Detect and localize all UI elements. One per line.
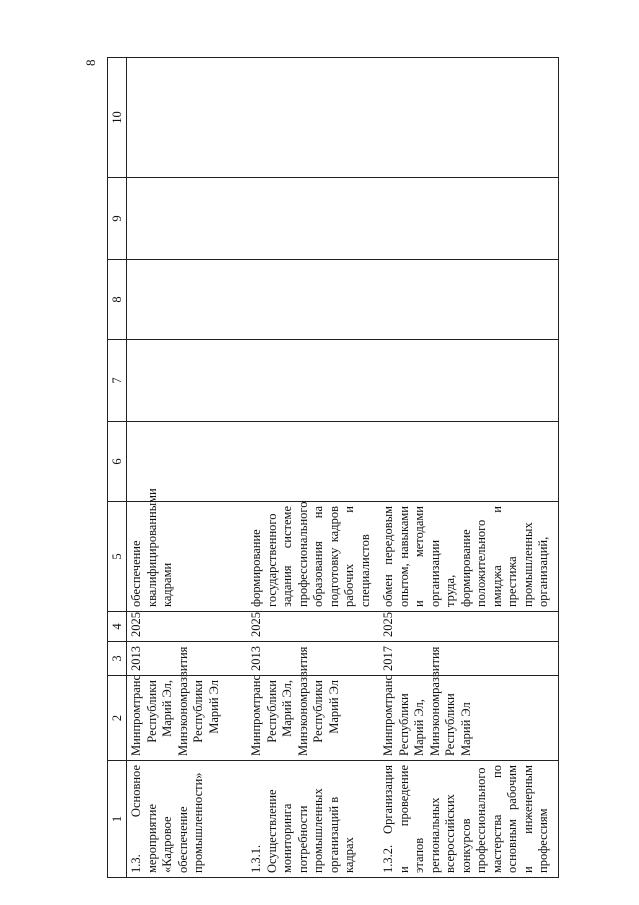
cell-col-7 — [379, 340, 558, 422]
responsible-executor: Минпромтранс Республики Марий Эл, Минэкономразвития Республики Марий Эл — [247, 676, 379, 761]
start-year: 2017 — [379, 642, 558, 676]
cell-col-6 — [247, 422, 379, 502]
end-year: 2025 — [127, 612, 248, 642]
start-year: 2013 — [247, 642, 379, 676]
page-number: 8 — [83, 59, 98, 66]
program-table-container — [107, 58, 559, 878]
activity-name: 1.3.2. Организация и проведение этапов региональных всероссийских конкурсов профессионального мастерства по основным рабочим и инженерным профессиям — [379, 761, 558, 878]
activity-name: 1.3.1. Осуществление мониторинга потребности промышленных организаций в кадрах — [247, 761, 379, 878]
header-col-5: 5 — [108, 502, 127, 612]
header-col-1: 1 — [108, 761, 127, 878]
start-year: 2013 — [127, 642, 248, 676]
end-year: 2025 — [247, 612, 379, 642]
header-col-3: 3 — [108, 642, 127, 676]
table-header — [108, 58, 127, 878]
program-activities-table — [107, 57, 559, 878]
cell-col-8 — [247, 260, 379, 340]
table-row — [127, 58, 248, 878]
header-col-10: 10 — [108, 58, 127, 178]
cell-col-9 — [247, 178, 379, 260]
header-col-8: 8 — [108, 260, 127, 340]
cell-col-7 — [247, 340, 379, 422]
table-body — [127, 58, 559, 878]
header-col-7: 7 — [108, 340, 127, 422]
expected-result: формирование государственного задания системе профессионального образования на подготовку кадров рабочих и специалистов — [247, 502, 379, 612]
responsible-executor: Минпромтранс Республики Марий Эл, Минэкономразвития Республики Марий Эл — [379, 676, 558, 761]
cell-col-8 — [379, 260, 558, 340]
header-col-6: 6 — [108, 422, 127, 502]
header-col-2: 2 — [108, 676, 127, 761]
activity-name: 1.3. Основное мероприятие «Кадровое обеспечение промышленности» — [127, 761, 248, 878]
expected-result: обеспечение квалифицированными кадрами — [127, 502, 248, 612]
header-col-9: 9 — [108, 178, 127, 260]
table-row — [379, 58, 558, 878]
cell-col-8 — [127, 260, 248, 340]
cell-col-10 — [247, 58, 379, 178]
cell-col-9 — [379, 178, 558, 260]
header-row — [108, 58, 127, 878]
end-year: 2025 — [379, 612, 558, 642]
header-col-4: 4 — [108, 612, 127, 642]
responsible-executor: Минпромтранс Республики Марий Эл, Минэкономразвития Республики Марий Эл — [127, 676, 248, 761]
table-row — [247, 58, 379, 878]
cell-col-10 — [379, 58, 558, 178]
cell-col-10 — [127, 58, 248, 178]
cell-col-7 — [127, 340, 248, 422]
cell-col-9 — [127, 178, 248, 260]
expected-result: обмен передовым опытом, навыками и методами организации труда, формирование положительного имиджа и престижа промышленных организаций, — [379, 502, 558, 612]
cell-col-6 — [379, 422, 558, 502]
